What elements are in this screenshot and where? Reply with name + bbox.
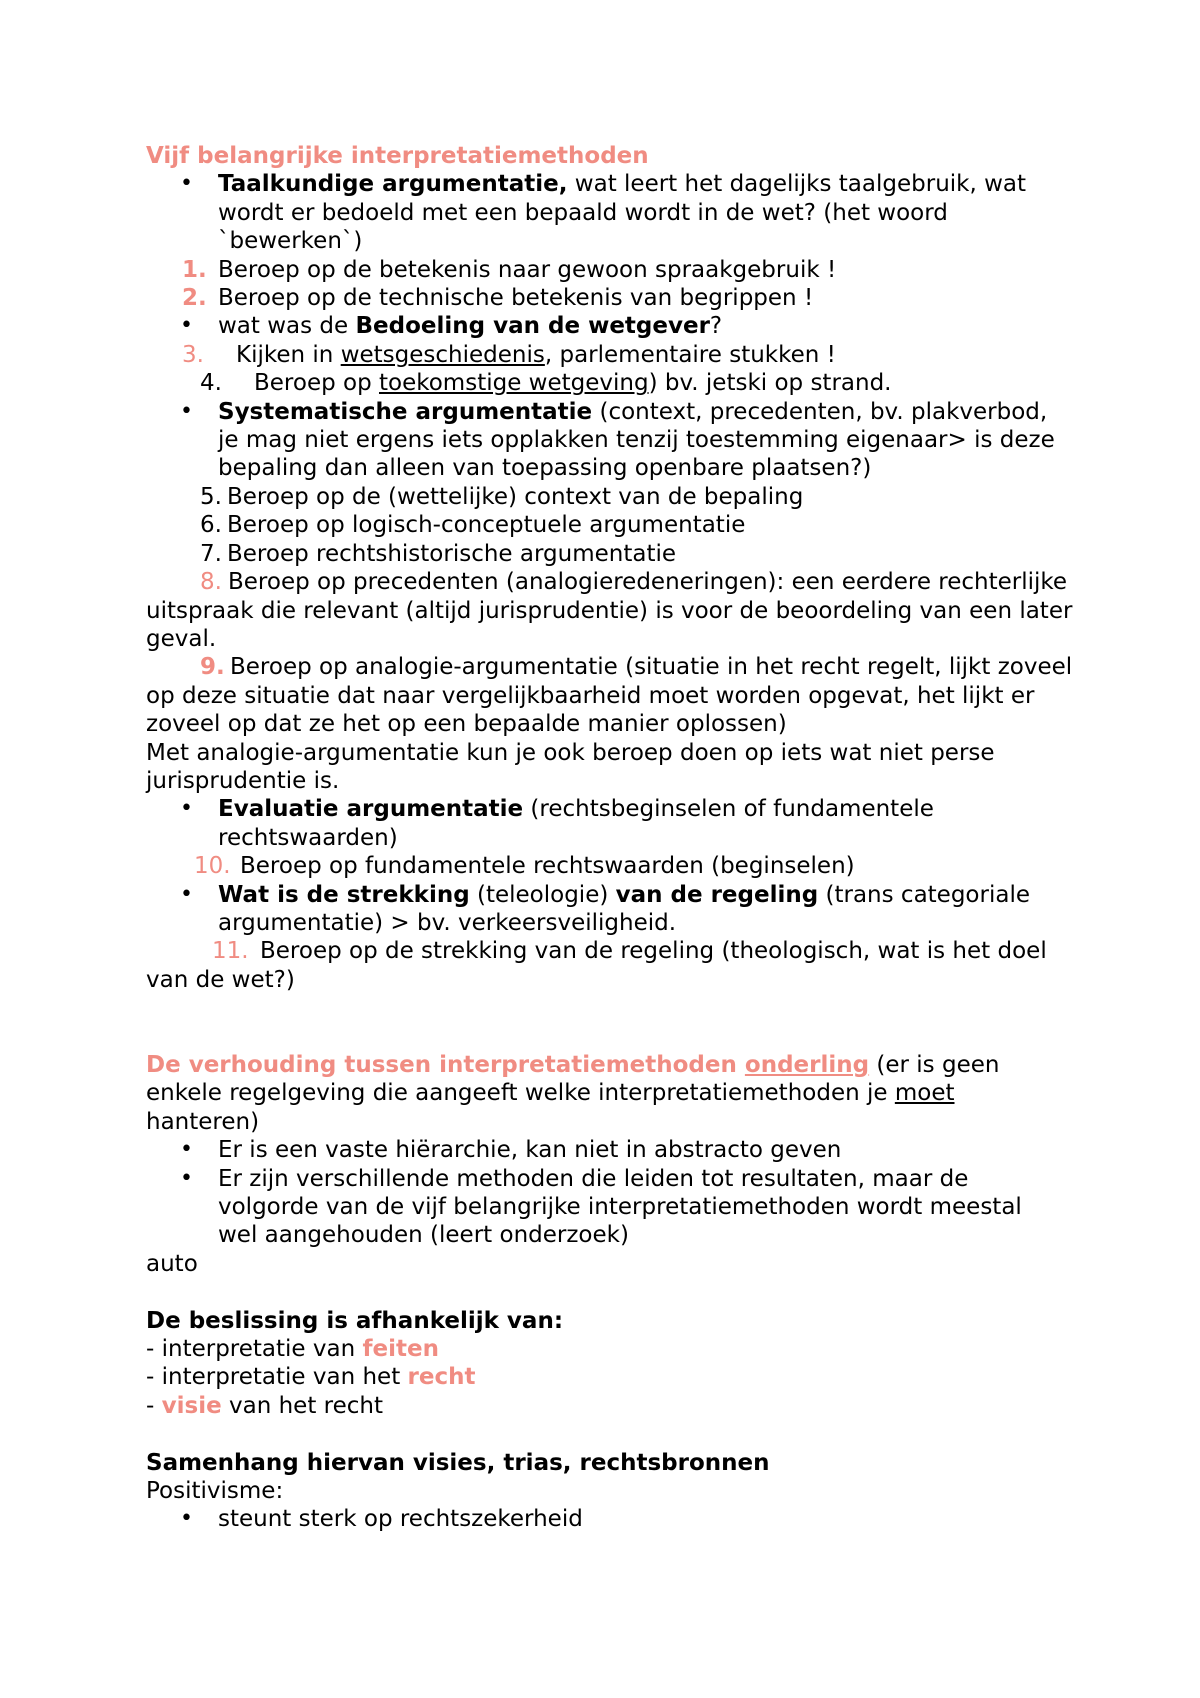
item-text: Beroep op bbox=[254, 370, 379, 397]
bullet-rechtszekerheid: • steunt sterk op rechtszekerheid bbox=[146, 1505, 1076, 1533]
bullet-text: (trans categoriale argumentatie) > bv. verkeersveiligheid. bbox=[218, 881, 1030, 936]
paragraph-text: (er is geen enkele regelgeving die aangeeft welke interpretatiemethoden je bbox=[146, 1051, 1000, 1107]
line-text: - bbox=[146, 1392, 162, 1419]
item-text: Beroep op fundamentele rechtswaarden (beginselen) bbox=[240, 853, 855, 880]
spacer bbox=[146, 1420, 1076, 1448]
item-text: Beroep op precedenten (analogieredeneringen): een eerdere rechterlijke uitspraak die relevant (altijd jurisprudentie) is voor de beoordeling van een later geval. bbox=[146, 569, 1073, 652]
numbered-item-6 bbox=[146, 511, 1076, 539]
bullet-text: ? bbox=[709, 313, 723, 340]
numbered-item-7 bbox=[146, 540, 1076, 568]
highlight-term: feiten bbox=[362, 1336, 439, 1363]
item-text: Beroep op de betekenis naar gewoon spraakgebruik ! bbox=[218, 256, 837, 283]
paragraph-verhouding bbox=[146, 1051, 1076, 1136]
item-text: Beroep rechtshistorische argumentatie bbox=[227, 540, 677, 567]
spacer bbox=[146, 994, 1076, 1051]
bold-term: Wat is de strekking bbox=[218, 881, 470, 908]
bullet-strekking bbox=[146, 881, 1076, 938]
item-text-underlined: toekomstige wetgeving bbox=[379, 370, 649, 397]
numbered-item-2 bbox=[146, 284, 1076, 312]
numbered-item-3 bbox=[146, 341, 1076, 369]
item-text: Beroep op de technische betekenis van begrippen ! bbox=[218, 285, 814, 312]
bold-term: Bedoeling van de wetgever bbox=[355, 313, 710, 340]
numbered-item-1 bbox=[146, 256, 1076, 284]
item-text: Kijken in bbox=[236, 341, 341, 368]
item-text: Beroep op logisch-conceptuele argumentatie bbox=[227, 512, 746, 539]
numbered-item-9 bbox=[146, 653, 1076, 738]
section-heading-interpretatiemethoden: Vijf belangrijke interpretatiemethoden bbox=[146, 143, 649, 169]
item-number: 7. bbox=[200, 540, 222, 567]
bullet-text: (rechtsbeginselen of fundamentele rechtswaarden) bbox=[218, 796, 934, 851]
bullet-text: (teleologie) bbox=[469, 881, 616, 908]
highlight-term: recht bbox=[407, 1364, 476, 1391]
section-heading-beslissing: De beslissing is afhankelijk van: bbox=[146, 1307, 564, 1334]
list-line-recht bbox=[146, 1363, 1076, 1391]
item-text: , parlementaire stukken ! bbox=[544, 341, 836, 368]
item-text: ) bv. jetski op strand. bbox=[648, 370, 892, 397]
item-number: 1. bbox=[182, 256, 207, 283]
text-auto: auto bbox=[146, 1250, 198, 1277]
item-number: 8. bbox=[200, 569, 222, 596]
section-heading-verhouding: De verhouding tussen interpretatiemethoden bbox=[146, 1051, 745, 1078]
item-text-underlined: wetsgeschiedenis bbox=[340, 341, 545, 368]
section-heading-samenhang: Samenhang hiervan visies, trias, rechtsbronnen bbox=[146, 1449, 770, 1476]
item-number: 10. bbox=[194, 853, 231, 880]
paragraph-analogie: Met analogie-argumentatie kun je ook beroep doen op iets wat niet perse jurisprudentie is. bbox=[146, 739, 995, 794]
bold-term: Systematische argumentatie bbox=[218, 398, 593, 425]
item-number: 2. bbox=[182, 285, 207, 312]
item-number: 5. bbox=[200, 483, 222, 510]
numbered-item-5 bbox=[146, 483, 1076, 511]
item-number: 4. bbox=[200, 370, 222, 397]
item-number: 11. bbox=[212, 938, 249, 965]
highlight-term: visie bbox=[161, 1392, 222, 1419]
spacer bbox=[146, 1278, 1076, 1306]
bullet-text: (context, precedenten, bv. plakverbod, je mag niet ergens iets opplakken tenzij toestemming eigenaar> is deze bepaling dan alleen van toepassing openbare plaatsen?) bbox=[218, 398, 1055, 482]
bold-term: Evaluatie argumentatie bbox=[218, 796, 524, 823]
list-line-visie bbox=[146, 1392, 1076, 1420]
numbered-item-4 bbox=[146, 369, 1076, 397]
document-page bbox=[146, 142, 1076, 1534]
numbered-item-11 bbox=[146, 937, 1076, 994]
bullet-taalkundige bbox=[146, 170, 1076, 255]
bullet-systematische bbox=[146, 398, 1076, 483]
paragraph-text-underlined: moet bbox=[894, 1080, 955, 1107]
item-number: 9. bbox=[200, 654, 225, 681]
heading-underlined: onderling bbox=[744, 1051, 870, 1078]
line-text: van het recht bbox=[221, 1392, 383, 1419]
line-text: - interpretatie van bbox=[146, 1336, 363, 1363]
numbered-item-8 bbox=[146, 568, 1076, 653]
bullet-text: wat was de bbox=[218, 313, 356, 340]
bullet-bedoeling bbox=[146, 312, 1076, 340]
item-text: Beroep op de (wettelijke) context van de bepaling bbox=[227, 483, 804, 510]
line-text: - interpretatie van het bbox=[146, 1364, 408, 1391]
item-number: 6. bbox=[200, 512, 222, 539]
list-line-feiten bbox=[146, 1335, 1076, 1363]
paragraph-text: hanteren) bbox=[146, 1108, 260, 1135]
item-number: 3. bbox=[182, 341, 204, 368]
bold-term: Taalkundige argumentatie, bbox=[218, 171, 568, 198]
bullet-methoden: • Er zijn verschillende methoden die leiden tot resultaten, maar de volgorde van de vijf belangrijke interpretatiemethoden wordt meestal wel aangehouden (leert onderzoek) bbox=[146, 1165, 1076, 1250]
item-text: Beroep op analogie-argumentatie (situatie in het recht regelt, lijkt zoveel op deze situatie dat naar vergelijkbaarheid moet worden opgevat, het lijkt er zoveel op dat ze het op een bepaalde manier oplossen) bbox=[146, 654, 1073, 738]
bullet-text: wat leert het dagelijks taalgebruik, wat wordt er bedoeld met een bepaald wordt in de wet? (het woord `bewerken`) bbox=[218, 171, 1027, 255]
bullet-evaluatie bbox=[146, 795, 1076, 852]
item-text: Beroep op de strekking van de regeling (theologisch, wat is het doel van de wet?) bbox=[146, 938, 1047, 993]
subheading-positivisme: Positivisme: bbox=[146, 1478, 284, 1505]
bold-term: van de regeling bbox=[615, 881, 819, 908]
numbered-item-10 bbox=[146, 852, 1076, 880]
bullet-hierarchie: • Er is een vaste hiërarchie, kan niet in abstracto geven bbox=[146, 1136, 1076, 1164]
